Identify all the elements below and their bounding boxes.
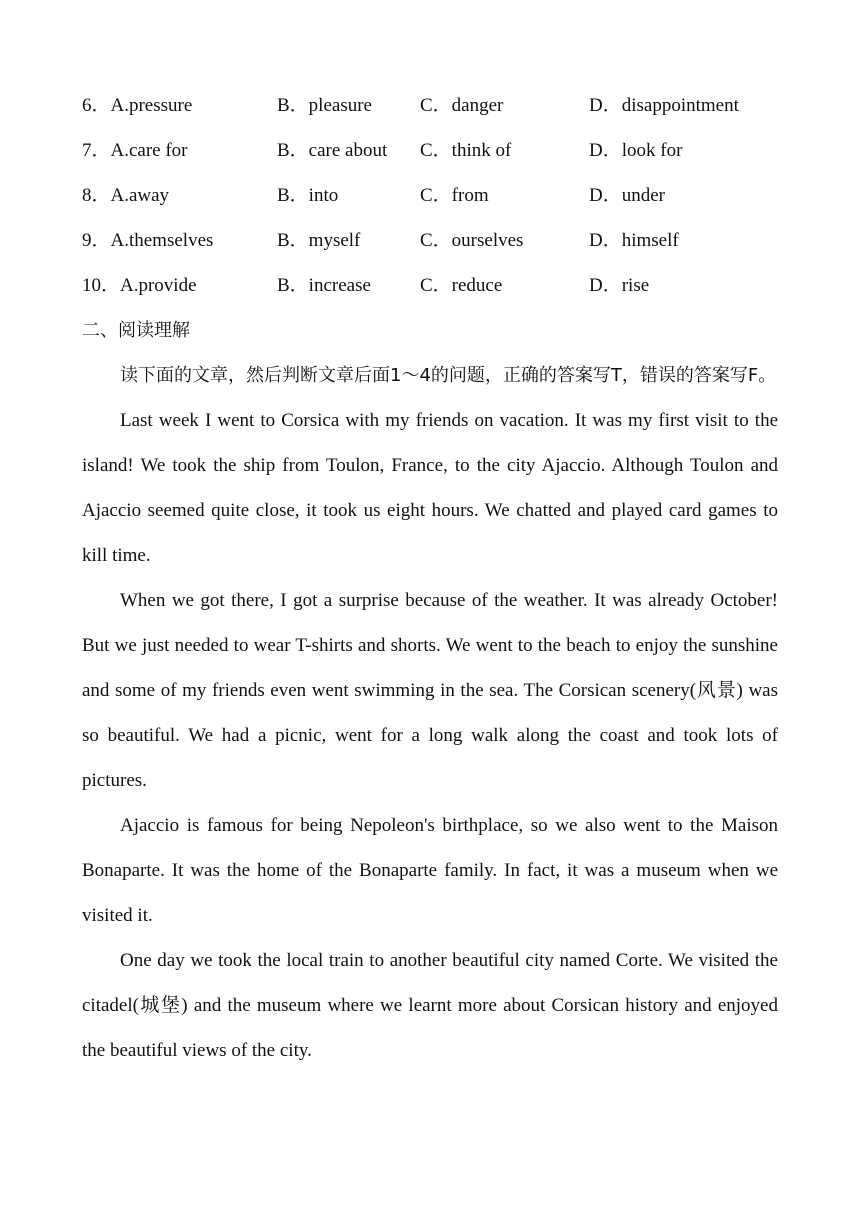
option-d: D．rise bbox=[589, 275, 650, 296]
option-a: 10．A.provide bbox=[82, 275, 197, 296]
reading-section bbox=[82, 308, 778, 1073]
option-row-10 bbox=[82, 263, 782, 308]
option-c: C．ourselves bbox=[420, 230, 524, 251]
option-row-6 bbox=[82, 83, 782, 128]
option-d: D．under bbox=[589, 185, 665, 206]
option-d: D．himself bbox=[589, 230, 679, 251]
option-c: C．think of bbox=[420, 140, 512, 161]
option-a: 7．A.care for bbox=[82, 140, 188, 161]
option-a: 6．A.pressure bbox=[82, 95, 193, 116]
option-c: C．reduce bbox=[420, 275, 503, 296]
option-c: C．danger bbox=[420, 95, 504, 116]
option-c: C．from bbox=[420, 185, 489, 206]
option-d: D．look for bbox=[589, 140, 683, 161]
section-instruction: 读下面的文章，然后判断文章后面1～4的问题，正确的答案写T，错误的答案写F。 bbox=[120, 365, 777, 386]
passage-paragraph-3: Ajaccio is famous for being Nepoleon's birthplace, so we also went to the Maison Bonaparte. It was the home of the Bonaparte family. In fact, it was a museum when we visited it. bbox=[82, 815, 778, 926]
option-row-7 bbox=[82, 128, 782, 173]
option-b: B．care about bbox=[277, 140, 388, 161]
section-title: 二、阅读理解 bbox=[82, 320, 190, 341]
option-b: B．pleasure bbox=[277, 95, 372, 116]
option-a: 8．A.away bbox=[82, 185, 170, 206]
answer-options bbox=[82, 83, 782, 308]
option-d: D．disappointment bbox=[589, 95, 739, 116]
passage-paragraph-1: Last week I went to Corsica with my friends on vacation. It was my first visit to the island! We took the ship from Toulon, France, to the city Ajaccio. Although Toulon and Ajaccio seemed quite close, it took us eight hours. We chatted and played card games to kill time. bbox=[82, 410, 778, 566]
option-b: B．into bbox=[277, 185, 339, 206]
option-b: B．myself bbox=[277, 230, 361, 251]
option-row-8 bbox=[82, 173, 782, 218]
option-b: B．increase bbox=[277, 275, 371, 296]
passage-paragraph-2: When we got there, I got a surprise because of the weather. It was already October! But we just needed to wear T-shirts and shorts. We went to the beach to enjoy the sunshine and some of my friends even went swimming in the sea. The Corsican scenery(风景) was so beautiful. We had a picnic, went for a long walk along the coast and took lots of pictures. bbox=[82, 590, 778, 791]
option-a: 9．A.themselves bbox=[82, 230, 214, 251]
option-row-9 bbox=[82, 218, 782, 263]
passage-paragraph-4: One day we took the local train to another beautiful city named Corte. We visited the citadel(城堡) and the museum where we learnt more about Corsican history and enjoyed the beautiful views of the city. bbox=[82, 950, 778, 1061]
